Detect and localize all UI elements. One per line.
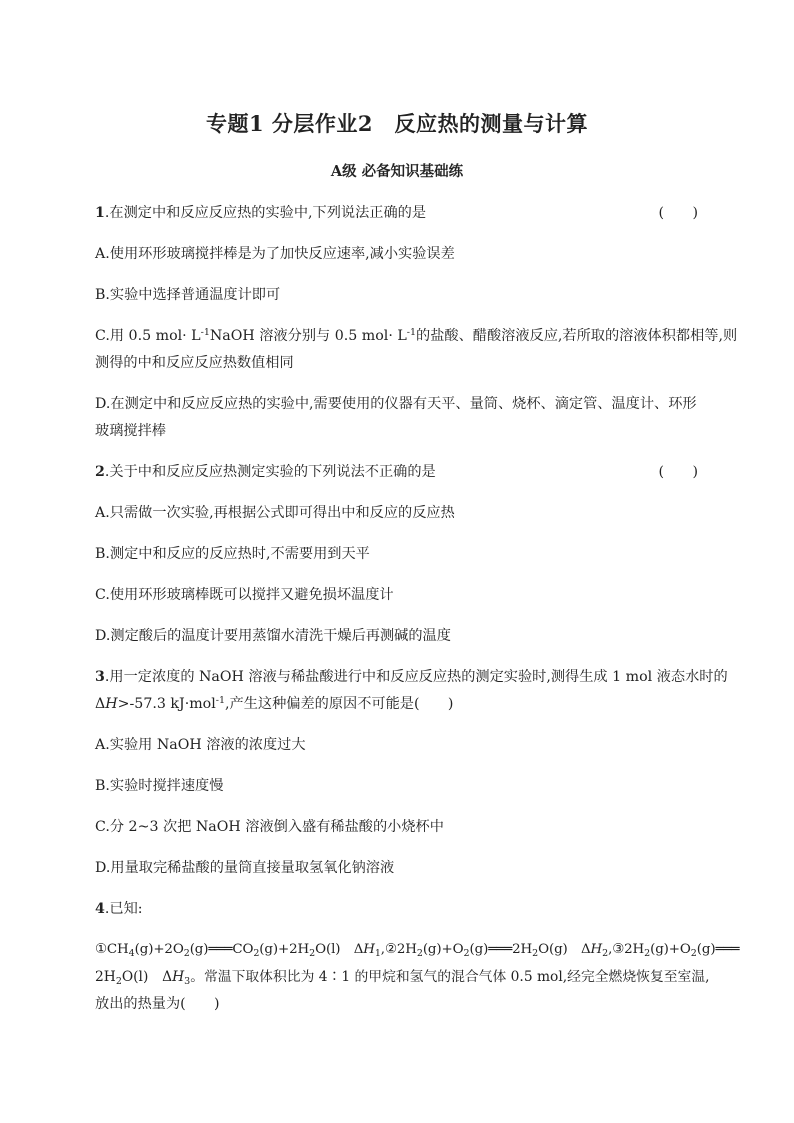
option-b: B.实验时搅拌速度慢 <box>95 778 224 794</box>
option-c: C.使用环形玻璃棒既可以搅拌又避免损坏温度计 <box>95 587 394 603</box>
option-b: B.测定中和反应的反应热时,不需要用到天平 <box>95 546 370 562</box>
question-4-stem <box>95 899 143 919</box>
option-b: B.实验中选择普通温度计即可 <box>95 287 281 303</box>
option-d: D.测定酸后的温度计要用蒸馏水清洗干燥后再测碱的温度 <box>95 628 451 644</box>
section-subtitle: A级 必备知识基础练 <box>330 163 464 180</box>
thermochemical-equations-continued: $2H_2O(l)$ $\Delta H_3$。常温下取体积比为 4∶1 的甲烷和氢气的混合气体 0.5 mol,经完全燃烧恢复至室温, <box>95 969 710 987</box>
option-a: A.实验用 NaOH 溶液的浓度过大 <box>95 737 306 753</box>
question-number: 4 <box>95 901 105 917</box>
question-number: 1 <box>95 205 105 221</box>
option-d-continued: 玻璃搅拌棒 <box>95 423 166 439</box>
answer-blank: ( ) <box>658 464 698 480</box>
thermochemical-equations: $①CH_4(g)+2O_2(g)═══CO_2(g)+2H_2O(l)$ $\Delta H_1,②2H_2(g)+O_2(g)═══2H_2O(g)$ $\Delta H_2,③2H_2(g)+O_2(g)═══$ <box>95 942 740 959</box>
question-1-stem <box>95 203 426 223</box>
question-3-stem <box>95 667 728 687</box>
answer-blank: ( ) <box>658 205 698 221</box>
question-3-stem-continued: ΔH>-57.3 kJ·mol$^{-1}$,产生这种偏差的原因不可能是( ) <box>95 695 454 712</box>
page-title: 专题1 分层作业2 反应热的测量与计算 <box>205 111 589 136</box>
option-a: A.使用环形玻璃搅拌棒是为了加快反应速率,减小实验误差 <box>95 246 455 262</box>
option-d: D.在测定中和反应反应热的实验中,需要使用的仪器有天平、量筒、烧杯、滴定管、温度计、环形 <box>95 396 697 412</box>
question-2-stem <box>95 462 436 482</box>
option-a: A.只需做一次实验,再根据公式即可得出中和反应的反应热 <box>95 505 455 521</box>
option-d: D.用量取完稀盐酸的量筒直接量取氢氧化钠溶液 <box>95 860 395 876</box>
question-text: .在测定中和反应反应热的实验中,下列说法正确的是 <box>104 205 427 221</box>
question-4-ending: 放出的热量为( ) <box>95 996 220 1012</box>
option-c-continued: 测得的中和反应反应热数值相同 <box>95 355 294 371</box>
question-text: .已知: <box>104 901 143 917</box>
option-c: C.用 0.5 $mol\cdot L^{-1}NaOH$ 溶液分别与 0.5 $mol\cdot L^{-1}$的盐酸、醋酸溶液反应,若所取的溶液体积都相等,则 <box>95 327 738 344</box>
question-number: 2 <box>95 464 105 480</box>
question-text: .关于中和反应反应热测定实验的下列说法不正确的是 <box>104 464 436 480</box>
question-text: .用一定浓度的 NaOH 溶液与稀盐酸进行中和反应反应热的测定实验时,测得生成 1 mol 液态水时的 <box>104 669 728 685</box>
question-number: 3 <box>95 669 105 685</box>
option-c: C.分 2~3 次把 NaOH 溶液倒入盛有稀盐酸的小烧杯中 <box>95 819 444 835</box>
